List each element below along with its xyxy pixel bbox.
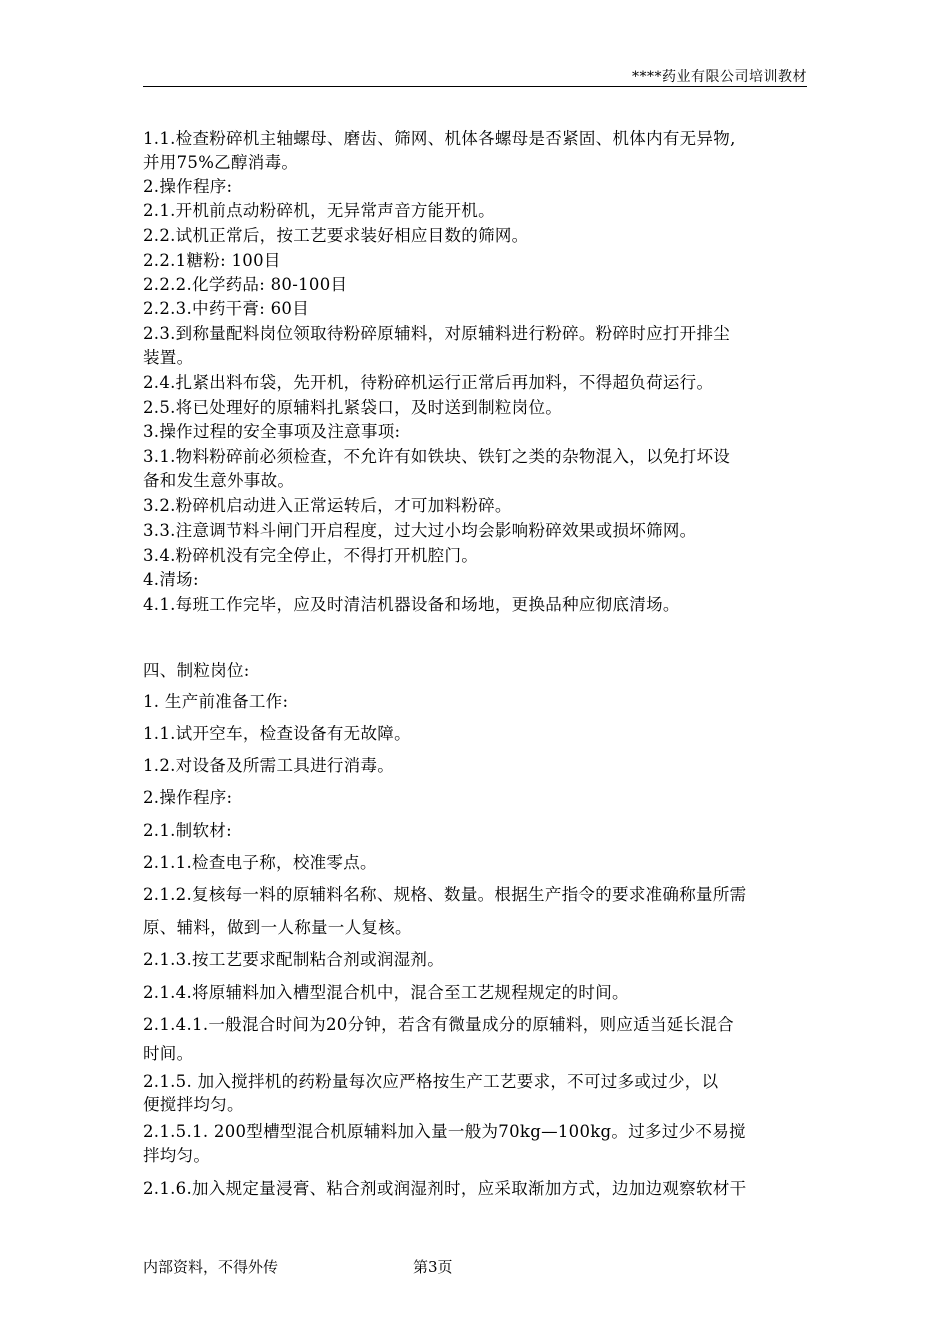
text-line: 并用75%乙醇消毒。 bbox=[143, 153, 299, 172]
text-line: 1.1.检查粉碎机主轴螺母、磨齿、筛网、机体各螺母是否紧固、机体内有无异物, bbox=[143, 129, 736, 148]
text-line: 2.3.到称量配料岗位领取待粉碎原辅料，对原辅料进行粉碎。粉碎时应打开排尘 bbox=[143, 324, 731, 343]
text-line: 原、辅料，做到一人称量一人复核。 bbox=[143, 918, 412, 937]
text-line: 2.1.5.1. 200型槽型混合机原辅料加入量一般为70kg—100kg。过多过少不易搅 bbox=[143, 1122, 746, 1141]
text-line: 2.1.4.1.一般混合时间为20分钟，若含有微量成分的原辅料，则应适当延长混合 bbox=[143, 1015, 734, 1034]
text-line: 2.5.将已处理好的原辅料扎紧袋口，及时送到制粒岗位。 bbox=[143, 398, 563, 417]
text-line: 3.2.粉碎机启动进入正常运转后，才可加料粉碎。 bbox=[143, 496, 512, 515]
section-heading: 4.清场: bbox=[143, 570, 199, 589]
chapter-heading: 四、制粒岗位: bbox=[143, 661, 250, 680]
text-line: 2.1.4.将原辅料加入槽型混合机中，混合至工艺规程规定的时间。 bbox=[143, 983, 629, 1002]
text-line: 便搅拌均匀。 bbox=[143, 1095, 244, 1114]
text-line: 2.1.开机前点动粉碎机，无异常声音方能开机。 bbox=[143, 201, 495, 220]
text-line: 2.1.5. 加入搅拌机的药粉量每次应严格按生产工艺要求，不可过多或过少，以 bbox=[143, 1072, 719, 1091]
text-line: 时间。 bbox=[143, 1044, 194, 1063]
text-line: 装置。 bbox=[143, 348, 194, 367]
header-title: ****药业有限公司培训教材 bbox=[632, 69, 807, 85]
text-line: 2.1.3.按工艺要求配制粘合剂或润湿剂。 bbox=[143, 950, 445, 969]
text-line: 3.3.注意调节料斗闸门开启程度，过大过小均会影响粉碎效果或损坏筛网。 bbox=[143, 521, 697, 540]
section-heading: 2.操作程序: bbox=[143, 177, 233, 196]
text-line: 2.2.1糖粉: 100目 bbox=[143, 251, 281, 270]
text-line: 1.2.对设备及所需工具进行消毒。 bbox=[143, 756, 395, 775]
text-line: 2.2.试机正常后，按工艺要求装好相应目数的筛网。 bbox=[143, 226, 529, 245]
text-line: 2.1.6.加入规定量浸膏、粘合剂或润湿剂时，应采取渐加方式，边加边观察软材干 bbox=[143, 1179, 747, 1198]
footer-notice: 内部资料，不得外传 bbox=[143, 1258, 279, 1276]
text-line: 拌均匀。 bbox=[143, 1146, 211, 1165]
text-line: 2.1.制软材: bbox=[143, 821, 232, 840]
text-line: 3.4.粉碎机没有完全停止，不得打开机腔门。 bbox=[143, 546, 479, 565]
text-line: 4.1.每班工作完毕，应及时清洁机器设备和场地，更换品种应彻底清场。 bbox=[143, 595, 680, 614]
text-line: 备和发生意外事故。 bbox=[143, 471, 295, 490]
section-heading: 1. 生产前准备工作: bbox=[143, 692, 289, 711]
section-heading: 2.操作程序: bbox=[143, 788, 233, 807]
text-line: 2.2.3.中药干膏: 60目 bbox=[143, 299, 310, 318]
section-heading: 3.操作过程的安全事项及注意事项: bbox=[143, 422, 401, 441]
text-line: 2.4.扎紧出料布袋，先开机，待粉碎机运行正常后再加料，不得超负荷运行。 bbox=[143, 373, 714, 392]
page-number: 第3页 bbox=[413, 1258, 453, 1276]
text-line: 1.1.试开空车，检查设备有无故障。 bbox=[143, 724, 411, 743]
text-line: 3.1.物料粉碎前必须检查，不允许有如铁块、铁钉之类的杂物混入，以免打坏设 bbox=[143, 447, 731, 466]
text-line: 2.2.2.化学药品: 80-100目 bbox=[143, 275, 348, 294]
text-line: 2.1.2.复核每一料的原辅料名称、规格、数量。根据生产指令的要求准确称量所需 bbox=[143, 885, 747, 904]
text-line: 2.1.1.检查电子称，校准零点。 bbox=[143, 853, 377, 872]
